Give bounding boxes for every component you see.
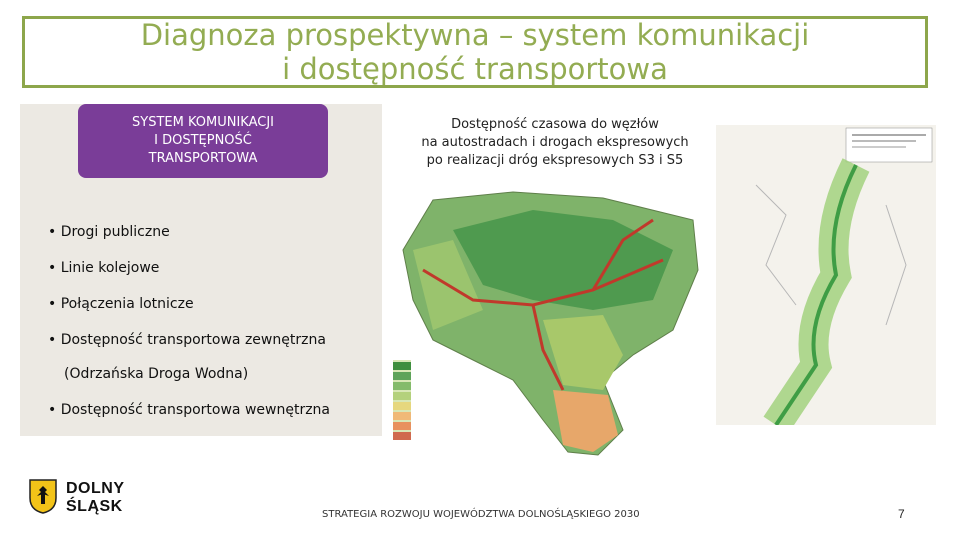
bullet-item: • Dostępność transportowa zewnętrzna (48, 332, 326, 348)
logo-word-1: DOLNY (66, 480, 125, 497)
coat-of-arms-icon (28, 478, 58, 514)
title-line-2: i dostępność transportowa (282, 52, 668, 86)
section-header-line-2: I DOSTĘPNOŚĆ (154, 133, 252, 148)
bullet-item: • Drogi publiczne (48, 224, 170, 240)
section-header-line-1: SYSTEM KOMUNIKACJI (132, 115, 274, 130)
map-caption-line-1: Dostępność czasowa do węzłów (451, 117, 659, 132)
slide-title (22, 16, 928, 88)
footer-text: STRATEGIA ROZWOJU WOJEWÓDZTWA DOLNOŚLĄSKIEGO 2030 (322, 509, 640, 520)
logo-word-2: ŚLĄSK (66, 498, 123, 515)
section-header-box (78, 104, 328, 178)
accessibility-map-image (393, 190, 705, 465)
map-caption (400, 116, 710, 170)
section-header-line-3: TRANSPORTOWA (148, 151, 258, 166)
title-line-1: Diagnoza prospektywna – system komunikacji (140, 18, 810, 52)
bullet-item-continuation: (Odrzańska Droga Wodna) (64, 366, 249, 382)
page-number: 7 (898, 507, 905, 521)
bullet-item: • Połączenia lotnicze (48, 296, 194, 312)
bullet-item: • Dostępność transportowa wewnętrzna (48, 402, 330, 418)
corridor-map-image (716, 125, 936, 425)
dolny-slask-logo (28, 478, 138, 518)
bullet-item: • Linie kolejowe (48, 260, 160, 276)
map-caption-line-3: po realizacji dróg ekspresowych S3 i S5 (426, 153, 684, 168)
map-caption-line-2: na autostradach i drogach ekspresowych (421, 135, 689, 150)
